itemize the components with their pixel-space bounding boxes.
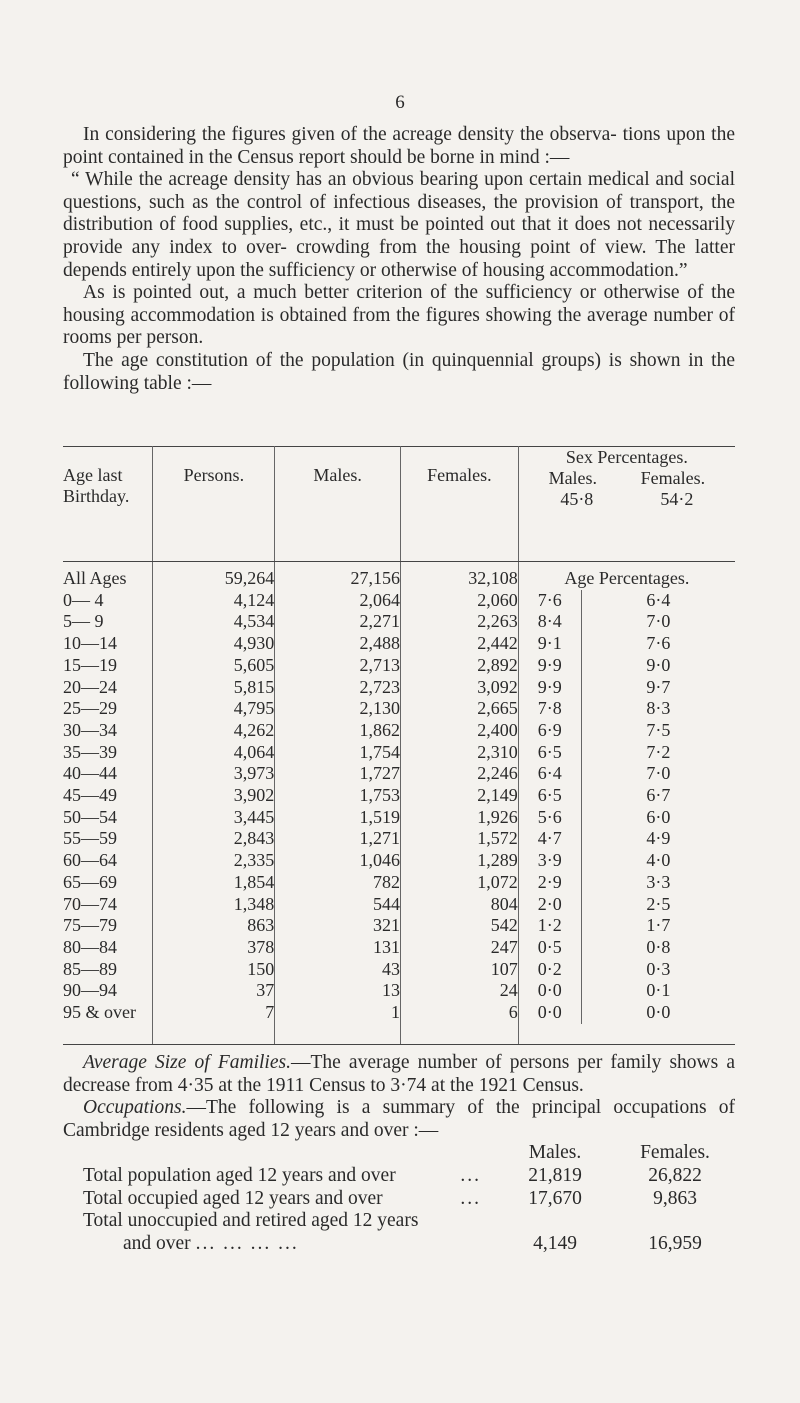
row-all-ages: All Ages 59,264 27,156 32,108 Age Percentages. [63,568,735,590]
occupations-row: Total occupied aged 12 years and over ... 17,670 9,863 [83,1187,697,1209]
sex-pct-males: 45·8 [560,489,594,509]
cell-pm: 2·0 [518,894,581,916]
cell-age: 10—14 [63,633,153,655]
cell-females: 2,060 [400,590,518,612]
cell-males: 131 [275,937,401,959]
cell-males: 1,519 [275,807,401,829]
cell-age: 15—19 [63,655,153,677]
cell-females: 2,310 [400,742,518,764]
intro-text [63,124,735,395]
table-row [63,742,735,764]
cell-age: 70—74 [63,894,153,916]
cell-persons: 2,335 [153,850,275,872]
paragraph-age-constitution: The age constitution of the population (in quinquennial groups) is shown in the following table :— [63,349,735,394]
cell-pm: 6·5 [518,742,581,764]
header-males: Males. [275,447,401,562]
table-row [63,633,735,655]
age-constitution-table [63,446,735,1045]
cell-males: 782 [275,872,401,894]
cell-age: 35—39 [63,742,153,764]
cell-males: 1,862 [275,720,401,742]
occupations-row: Total population aged 12 years and over ... 21,819 26,822 [83,1164,702,1186]
table-row [63,763,735,785]
cell-age: 5— 9 [63,611,153,633]
cell-persons: 863 [153,915,275,937]
cell-persons: 4,124 [153,590,275,612]
cell-persons: 7 [153,1002,275,1024]
cell-males: 1,271 [275,828,401,850]
cell-persons: 4,930 [153,633,275,655]
cell-persons: 3,445 [153,807,275,829]
cell-age: 95 & over [63,1002,153,1024]
cell-persons: 3,973 [153,763,275,785]
cell-females: 1,926 [400,807,518,829]
cell-pf: 2·5 [646,893,671,914]
cell-persons: 5,605 [153,655,275,677]
cell-persons: 4,064 [153,742,275,764]
cell-females: 247 [400,937,518,959]
table-row [63,655,735,677]
cell-females: 1,072 [400,872,518,894]
cell-persons: 5,815 [153,677,275,699]
cell-pf: 3·3 [646,871,671,892]
cell-males: 1,727 [275,763,401,785]
cell-males: 2,130 [275,698,401,720]
cell-females: 2,665 [400,698,518,720]
table-row [63,807,735,829]
cell-age: 45—49 [63,785,153,807]
table-row [63,1002,735,1024]
cell-persons: 378 [153,937,275,959]
families-and-occupations: Average Size of Families.—The average number of persons per family shows a decrease from 4·35 at the 1911 Census to 3·74 at the 1921 Census. Occupations.—The following is a summary of the principal occupations of Cambridge residents aged 12 years and over :— Males. Females. Total population aged 12 years and over ... 21,819 26,822 Total occupied aged 12 years and over ... 17,670 9,863 Total unoccupied and retired aged 12 years and over ... ... ... ... 4,149 16,959 [63,1052,735,1254]
cell-persons: 1,348 [153,894,275,916]
cell-females: 2,442 [400,633,518,655]
cell-pf: 7·0 [646,763,671,784]
cell-females: 6 [400,1002,518,1024]
cell-pm: 6·9 [518,720,581,742]
cell-age: 90—94 [63,980,153,1002]
age-percentages-heading: Age Percentages. [564,568,690,588]
header-persons: Persons. [153,447,275,562]
paragraph-families: Average Size of Families.—The average number of persons per family shows a decrease from 4·35 at the 1911 Census to 3·74 at the 1921 Census. [63,1052,735,1096]
cell-pf: 6·0 [646,806,671,827]
cell-pm: 0·0 [518,980,581,1002]
cell-pm: 0·0 [518,1002,581,1024]
paragraph-criterion: As is pointed out, a much better criterion of the sufficiency or otherwise of the housing accommodation is obtained from the figures showing the average number of rooms per person. [63,282,735,349]
cell-pf: 4·9 [646,828,671,849]
cell-persons: 4,262 [153,720,275,742]
cell-males: 1,046 [275,850,401,872]
occupations-heading: Occupations. [83,1097,187,1119]
table-row [63,959,735,981]
cell-pf: 7·6 [646,633,671,654]
header-females: Females. [400,447,518,562]
cell-pm: 5·6 [518,807,581,829]
cell-persons: 150 [153,959,275,981]
cell-females: 24 [400,980,518,1002]
cell-pf: 9·7 [646,676,671,697]
cell-pm: 6·4 [518,763,581,785]
cell-pf: 0·0 [646,1002,671,1023]
families-heading: Average Size of Families. [83,1052,291,1073]
cell-pf: 0·3 [646,958,671,979]
cell-age: 40—44 [63,763,153,785]
cell-age: 65—69 [63,872,153,894]
table-row [63,894,735,916]
cell-pf: 0·1 [646,980,671,1001]
cell-males: 2,271 [275,611,401,633]
table-row [63,850,735,872]
table-row [63,720,735,742]
cell-males: 2,064 [275,590,401,612]
cell-age: 30—34 [63,720,153,742]
cell-pf: 7·5 [646,719,671,740]
cell-pm: 9·1 [518,633,581,655]
table-header-row [63,447,735,562]
table-row [63,828,735,850]
cell-females: 804 [400,894,518,916]
cell-females: 107 [400,959,518,981]
cell-persons: 1,854 [153,872,275,894]
cell-females: 2,246 [400,763,518,785]
cell-pf: 8·3 [646,698,671,719]
cell-pm: 0·5 [518,937,581,959]
paragraph-acreage: In considering the figures given of the acreage density the observa- tions upon the point contained in the Census report should be borne in mind :— [63,124,735,168]
cell-age: 50—54 [63,807,153,829]
cell-pm: 3·9 [518,850,581,872]
cell-females: 542 [400,915,518,937]
cell-pm: 9·9 [518,655,581,677]
cell-males: 2,488 [275,633,401,655]
cell-pf: 1·7 [646,915,671,936]
paragraph-quote: “ While the acreage density has an obvious bearing upon certain medical and social questions, such as the control of infectious diseases, the provision of transport, the distribution of food supplies, etc., it must be pointed out that it does not necessarily provide any index to over- crowding from the housing point of view. The latter depends entirely upon the sufficiency or otherwise of housing accommodation.” [63,169,735,281]
table-row [63,980,735,1002]
cell-pf: 4·0 [646,850,671,871]
cell-pm: 4·7 [518,828,581,850]
page-number: 6 [395,92,405,113]
header-age: Age last Birthday. [63,447,153,562]
cell-males: 2,723 [275,677,401,699]
cell-pf: 6·4 [646,589,671,610]
paragraph-occupations: Occupations.—The following is a summary of the principal occupations of Cambridge residents aged 12 years and over :— [63,1097,735,1141]
cell-females: 2,149 [400,785,518,807]
cell-age: 80—84 [63,937,153,959]
cell-females: 1,289 [400,850,518,872]
cell-persons: 4,534 [153,611,275,633]
cell-pm: 1·2 [518,915,581,937]
table-row [63,937,735,959]
table-row [63,611,735,633]
cell-pm: 7·6 [518,590,581,612]
cell-pm: 0·2 [518,959,581,981]
cell-males: 2,713 [275,655,401,677]
occupations-column-headers: Males. Females. [528,1142,710,1164]
cell-pf: 7·2 [646,741,671,762]
cell-females: 2,892 [400,655,518,677]
cell-males: 1 [275,1002,401,1024]
cell-persons: 4,795 [153,698,275,720]
cell-age: 60—64 [63,850,153,872]
header-sex-percentages: Sex Percentages. Males. Females. 45·8 54·2 [548,447,706,509]
cell-age: 20—24 [63,677,153,699]
cell-males: 1,754 [275,742,401,764]
cell-persons: 37 [153,980,275,1002]
table-row [63,677,735,699]
sex-pct-females: 54·2 [660,489,694,509]
cell-females: 3,092 [400,677,518,699]
cell-males: 1,753 [275,785,401,807]
cell-males: 13 [275,980,401,1002]
cell-pf: 7·0 [646,611,671,632]
table-row [63,785,735,807]
cell-age: 55—59 [63,828,153,850]
table-row [63,915,735,937]
cell-pf: 9·0 [646,654,671,675]
cell-age: 85—89 [63,959,153,981]
cell-pm: 2·9 [518,872,581,894]
cell-pf: 6·7 [646,785,671,806]
cell-females: 2,400 [400,720,518,742]
cell-pm: 6·5 [518,785,581,807]
cell-males: 544 [275,894,401,916]
cell-females: 1,572 [400,828,518,850]
occupations-row-unoccupied: Total unoccupied and retired aged 12 years [83,1210,419,1232]
cell-males: 321 [275,915,401,937]
cell-males: 43 [275,959,401,981]
cell-age: 0— 4 [63,590,153,612]
table-row [63,698,735,720]
cell-pm: 7·8 [518,698,581,720]
cell-females: 2,263 [400,611,518,633]
table-row [63,872,735,894]
table-row [63,590,735,612]
cell-age: 25—29 [63,698,153,720]
cell-persons: 2,843 [153,828,275,850]
cell-age: 75—79 [63,915,153,937]
cell-persons: 3,902 [153,785,275,807]
cell-pm: 9·9 [518,677,581,699]
cell-pf: 0·8 [646,936,671,957]
cell-pm: 8·4 [518,611,581,633]
